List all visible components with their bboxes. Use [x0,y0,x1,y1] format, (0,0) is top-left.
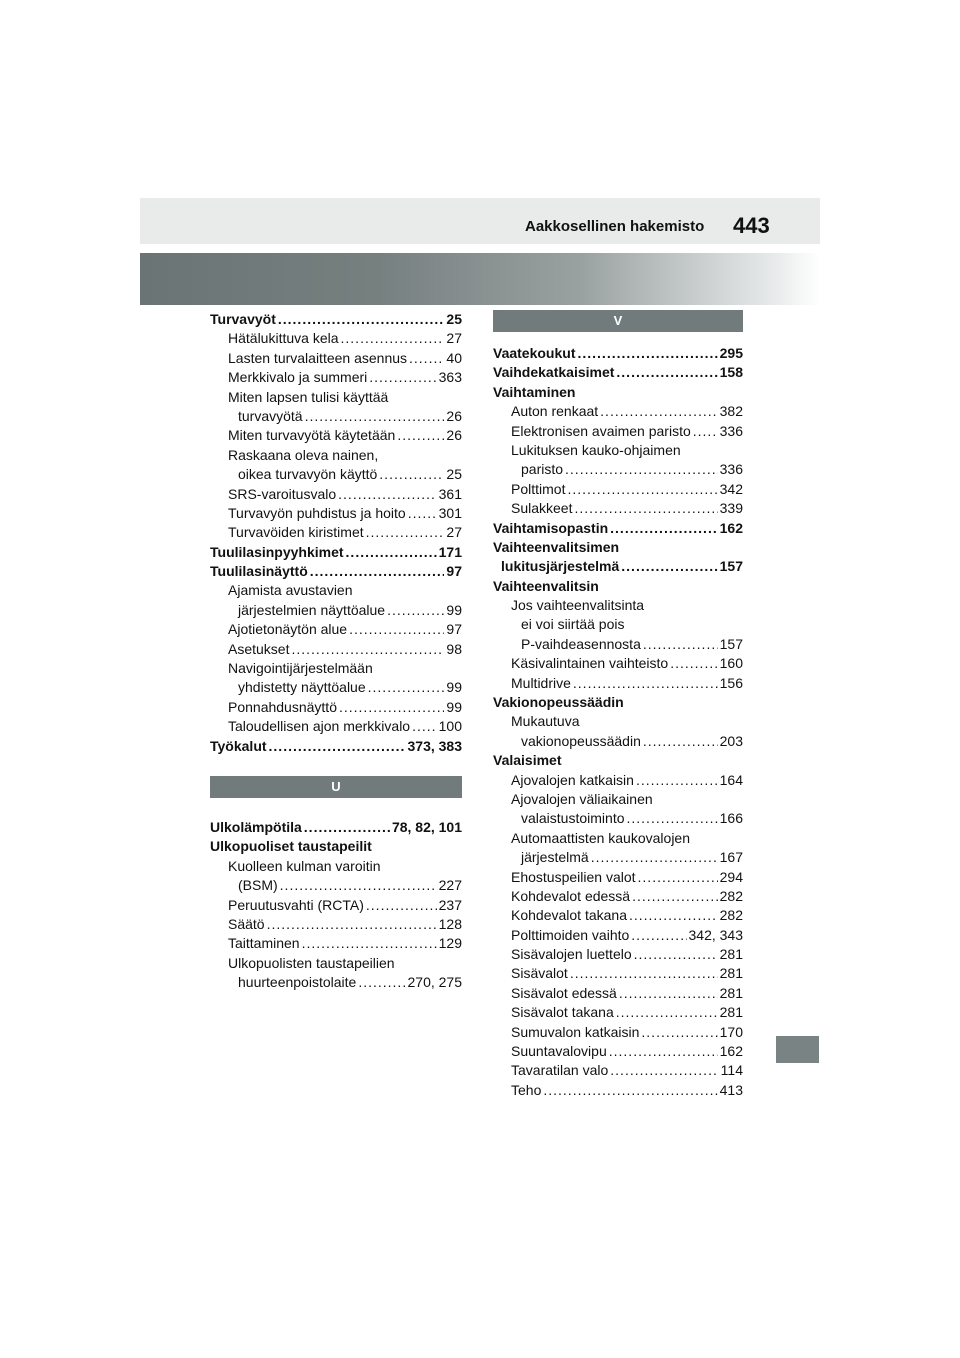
index-subentry: Taittaminen ..... 129 [210,934,462,953]
index-entry: Tuulilasinäyttö ..... 97 [210,562,462,581]
index-subentry: Ajovalojen katkaisin ..... 164 [493,771,743,790]
index-entry: Vaihdekatkaisimet ..... 158 [493,363,743,382]
index-entry: Työkalut ..... 373, 383 [210,737,462,756]
index-subentry: P-vaihdeasennosta ..... 157 [493,635,743,654]
index-subentry: Tavaratilan valo ..... 114 [493,1061,743,1080]
index-subentry: Peruutusvahti (RCTA) ..... 237 [210,896,462,915]
index-subentry-line: Ajovalojen väliaikainen [511,790,653,807]
index-subentry: Suuntavalovipu ..... 162 [493,1042,743,1061]
index-subentry: vakionopeussäädin ..... 203 [493,732,743,751]
index-subentry-line: Navigointijärjestelmään [228,660,373,677]
index-subentry: Sisävalot ..... 281 [493,965,743,984]
index-subentry: Miten turvavyötä käytetään ..... 26 [210,426,462,445]
index-subentry: Ehostuspeilien valot ..... 294 [493,868,743,887]
index-subentry: turvavyötä ..... 26 [210,407,462,426]
index-subentry-line: Lukituksen kauko-ohjaimen [511,441,681,458]
index-subentry: Taloudellisen ajon merkkivalo ..... 100 [210,717,462,736]
index-subentry: Merkkivalo ja summeri ..... 363 [210,368,462,387]
index-subentry: yhdistetty näyttöalue ..... 99 [210,678,462,697]
index-subentry: Säätö ..... 128 [210,915,462,934]
index-subentry: Käsivalintainen vaihteisto ..... 160 [493,654,743,673]
index-subentry-line: Ulkopuolisten taustapeilien [228,954,395,971]
index-entry-heading: Ulkopuoliset taustapeilit [210,838,372,855]
chapter-side-tab [776,1036,819,1063]
index-subentry: (BSM) ..... 227 [210,876,462,895]
index-subentry: Kohdevalot edessä ..... 282 [493,887,743,906]
index-subentry: Turvavyön puhdistus ja hoito ..... 301 [210,504,462,523]
gradient-band [140,253,820,305]
index-subentry: Teho ..... 413 [493,1081,743,1100]
index-subentry-line: Raskaana oleva nainen, [228,446,379,463]
index-subentry: paristo ..... 336 [493,460,743,479]
index-entry: Tuulilasinpyyhkimet ..... 171 [210,543,462,562]
index-entry: Ulkolämpötila ..... 78, 82, 101 [210,818,462,837]
index-subentry-line: Jos vaihteenvalitsinta [511,597,645,614]
section-letter-u: U [210,776,462,798]
section-letter-v: V [493,310,743,332]
index-column-left [210,310,462,993]
index-entry: Vaihtamisopastin ..... 162 [493,519,743,538]
index-entry-heading: Vaihteenvalitsin [493,577,599,594]
index-subentry: Multidrive ..... 156 [493,674,743,693]
header-title: Aakkosellinen hakemisto [525,218,705,235]
index-subentry: valaistustoiminto ..... 166 [493,809,743,828]
index-entry: Vaatekoukut ..... 295 [493,344,743,363]
index-subentry: Sisävalot takana ..... 281 [493,1003,743,1022]
index-subentry-line: Mukautuva [511,713,580,730]
index-entry-heading: Vaihteenvalitsimen [493,538,620,555]
index-subentry: Sisävalot edessä ..... 281 [493,984,743,1003]
index-subentry: SRS-varoitusvalo ..... 361 [210,485,462,504]
index-entry: Turvavyöt ..... 25 [210,310,462,329]
index-subentry: oikea turvavyön käyttö ..... 25 [210,465,462,484]
index-subentry: järjestelmä ..... 167 [493,848,743,867]
index-subentry: Asetukset ..... 98 [210,640,462,659]
index-subentry-line: Kuolleen kulman varoitin [228,857,381,874]
index-subentry-line: Automaattisten kaukovalojen [511,829,690,846]
index-subentry: Auton renkaat ..... 382 [493,402,743,421]
index-subentry: Polttimoiden vaihto ..... 342, 343 [493,926,743,945]
index-subentry: Kohdevalot takana ..... 282 [493,906,743,925]
index-subentry: Ajotietonäytön alue ..... 97 [210,620,462,639]
index-subentry-line: ei voi siirtää pois [521,616,625,633]
header-band [140,198,820,244]
index-entry-heading: Vaihtaminen [493,383,576,400]
index-subentry: järjestelmien näyttöalue ..... 99 [210,601,462,620]
index-subentry: Sisävalojen luettelo ..... 281 [493,945,743,964]
index-entry: lukitusjärjestelmä ..... 157 [493,557,743,576]
index-subentry: Turvavöiden kiristimet ..... 27 [210,523,462,542]
index-subentry-line: Ajamista avustavien [228,582,353,599]
index-entry-heading: Vakionopeussäädin [493,694,624,711]
index-subentry: Sumuvalon katkaisin ..... 170 [493,1023,743,1042]
page-number: 443 [733,213,770,238]
index-subentry: Ponnahdusnäyttö ..... 99 [210,698,462,717]
index-subentry: Sulakkeet ..... 339 [493,499,743,518]
index-subentry: Hätälukittuva kela ..... 27 [210,329,462,348]
index-column-right [493,310,743,1100]
index-subentry: Lasten turvalaitteen asennus ..... 40 [210,349,462,368]
index-subentry-line: Miten lapsen tulisi käyttää [228,388,389,405]
index-entry-heading: Valaisimet [493,752,562,769]
index-subentry: Elektronisen avaimen paristo ..... 336 [493,422,743,441]
index-subentry: huurteenpoistolaite ..... 270, 275 [210,973,462,992]
index-subentry: Polttimot ..... 342 [493,480,743,499]
